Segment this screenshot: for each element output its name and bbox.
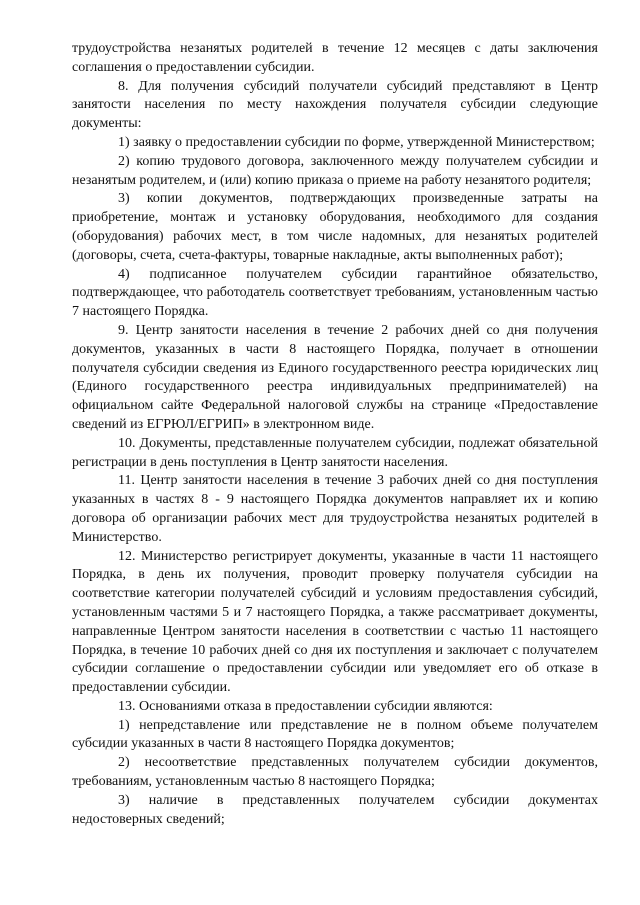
paragraph: 3) наличие в представленных получателем субсидии документах недостоверных сведений;	[72, 792, 598, 827]
paragraph: 8. Для получения субсидий получатели субсидий представляют в Центр занятости населения по месту нахождения получателя субсидии следующие документы:	[72, 78, 598, 132]
paragraph: 11. Центр занятости населения в течение 3 рабочих дней со дня поступления указанных в частях 8 - 9 настоящего Порядка документов направляет их и копию договора об организации рабочих мест для трудоустройства незанятых родителей в Министерство.	[72, 473, 598, 545]
paragraph: 12. Министерство регистрирует документы, указанные в части 11 настоящего Порядка, в день их получения, проводит проверку получателя субсидии на соответствие категории получателей субсидий и условиям предоставления субсидий, установленным частями 5 и 7 настоящего Порядка, а также рассматривает документы, направленные Центром занятости населения в соответствии с частью 11 настоящего Порядка, в течение 10 рабочих дней со дня их поступления и заключает с получателем субсидии соглашение о предоставлении субсидии или уведомляет его об отказе в предоставлении субсидии.	[72, 548, 598, 696]
paragraph: 2) несоответствие представленных получателем субсидии документов, требованиям, установленным частью 8 настоящего Порядка;	[72, 755, 598, 790]
paragraph: 4) подписанное получателем субсидии гарантийное обязательство, подтверждающее, что работодатель соответствует требованиям, установленным частью 7 настоящего Порядка.	[72, 266, 598, 320]
paragraph: трудоустройства незанятых родителей в течение 12 месяцев с даты заключения соглашения о предоставлении субсидии.	[72, 41, 598, 75]
paragraph: 2) копию трудового договора, заключенного между получателем субсидии и незанятым родителем, и (или) копию приказа о приеме на работу незанятого родителя;	[72, 153, 598, 188]
paragraph: 3) копии документов, подтверждающих произведенные затраты на приобретение, монтаж и установку оборудования, необходимого для создания (оборудования) рабочих мест, в том числе надомных, для незанятых родителей (договоры, счета, счета-фактуры, товарные накладные, акты выполненных работ);	[72, 191, 598, 263]
paragraph: 9. Центр занятости населения в течение 2 рабочих дней со дня получения документов, указанных в части 8 настоящего Порядка, получает в отношении получателя субсидии сведения из Единого государственного реестра юридических лиц (Единого государственного реестра индивидуальных предпринимателей) на официальном сайте Федеральной налоговой службы на странице «Предоставление сведений из ЕГРЮЛ/ЕГРИП» в электронном виде.	[72, 322, 598, 432]
paragraph: 1) заявку о предоставлении субсидии по форме, утвержденной Министерством;	[118, 134, 595, 150]
paragraph: 10. Документы, представленные получателем субсидии, подлежат обязательной регистрации в день поступления в Центр занятости населения.	[72, 435, 598, 470]
paragraph: 13. Основаниями отказа в предоставлении субсидии являются:	[118, 698, 493, 714]
document-body	[72, 40, 598, 829]
paragraph: 1) непредставление или представление не в полном объеме получателем субсидии указанных в части 8 настоящего Порядка документов;	[72, 717, 598, 752]
